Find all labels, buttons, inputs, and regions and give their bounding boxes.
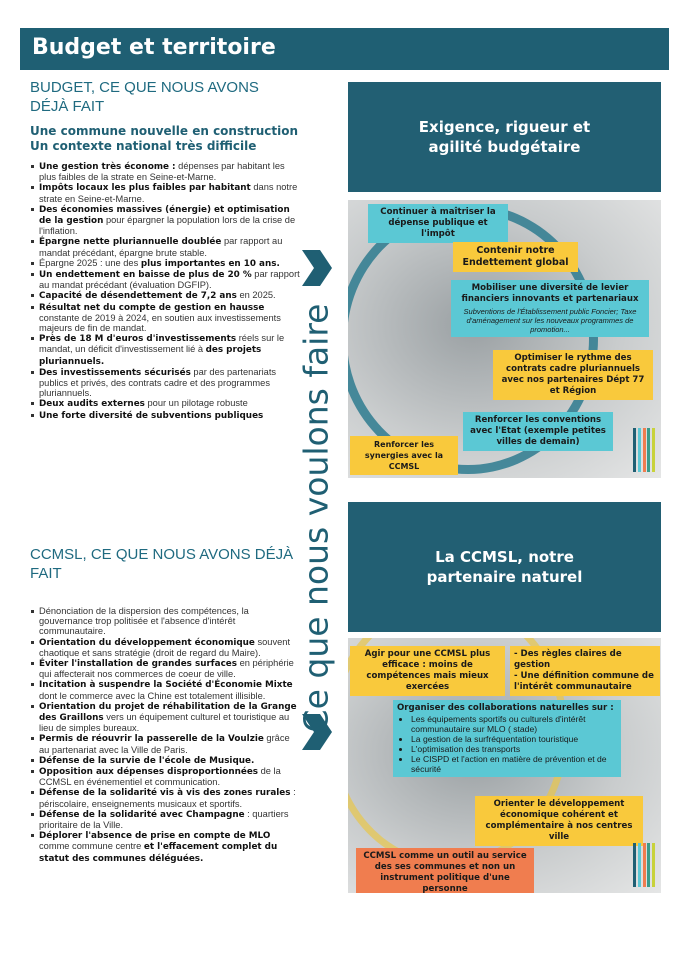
item-text: souvent chaotique et sans stratégie (droit de regard du Maire).: [39, 636, 291, 658]
goal-regles-1: - Des règles claires de gestion: [514, 649, 622, 670]
item-text: par rapport au mandat précédant (évaluation DGFIP).: [39, 269, 300, 291]
item-bold-text: Des investissements sécurisés: [39, 367, 191, 378]
collaboration-item: • L'optimisation des transports: [411, 744, 617, 754]
collaborations-list: [397, 714, 617, 774]
goal-leviers-note: Subventions de l'Établissement public Foncier; Taxe d'aménagement sur les nouveaux programmes de promotion...: [463, 307, 637, 334]
list-item: [30, 606, 300, 637]
goal-depense: Continuer à maîtriser la dépense publique et l'impôt: [368, 204, 508, 243]
item-bold-text: Impôts locaux les plus faibles par habitant: [39, 183, 251, 194]
item-text: de la CCMSL en événementiel et communication.: [39, 766, 281, 788]
goal-collaborations-label: Organiser des collaborations naturelles sur :: [397, 703, 614, 713]
item-bold-text: Opposition aux dépenses disproportionnées: [39, 767, 259, 778]
item-bold-text: Résultat net du compte de gestion en hausse: [39, 302, 265, 313]
item-bold-text: Orientation du développement économique: [39, 637, 255, 648]
item-bold-text: des projets pluriannuels.: [39, 345, 262, 367]
item-bold-text: Des économies massives (énergie) et optimisation de la gestion: [39, 204, 290, 227]
list-item: [30, 733, 300, 754]
list-item: [30, 766, 300, 787]
panel1-title: Exigence, rigueur et agilité budgétaire: [348, 82, 661, 192]
item-text: par rapport au mandat précédant, épargne brute stable.: [39, 236, 283, 258]
item-text: par des partenariats publics et privés, des contrats cadre et des programmes pluriannuels.: [39, 366, 277, 399]
item-text: en périphérie qui affecterait nos commerces de coeur de ville.: [39, 658, 294, 680]
item-bold-text: Éviter l'installation de grandes surfaces: [39, 659, 237, 670]
goal-conventions: Renforcer les conventions avec l'Etat (exemple petites villes de demain): [463, 412, 613, 451]
logo-stripes: [633, 843, 655, 887]
item-text: dans notre strate en Seine-et-Marne.: [39, 182, 298, 204]
item-text: dépenses par habitant les plus faibles de la strate en Seine-et-Marne.: [39, 161, 285, 183]
list-item: [30, 161, 300, 182]
item-bold-text: Épargne nette pluriannuelle doublée: [39, 237, 222, 248]
item-text: Épargne 2025 : une des: [39, 257, 141, 268]
list-item: [30, 830, 300, 864]
logo-stripes: [633, 428, 655, 472]
list-item: [30, 333, 300, 367]
list-item: [30, 410, 300, 421]
item-text: grâce au partenariat avec la Ville de Paris.: [39, 733, 290, 755]
ccmsl-heading: CCMSL, CE QUE NOUS AVONS DÉJÀ FAIT: [30, 546, 294, 582]
vertical-title: Ce que nous voulons faire: [296, 303, 336, 733]
goal-leviers: [451, 280, 649, 337]
collaboration-item: • Le CISPD et l'action en matière de prévention et de sécurité: [411, 754, 617, 774]
goal-leviers-label: Mobiliser une diversité de levier financiers innovants et partenariaux: [461, 283, 639, 304]
goal-collaborations: [393, 700, 621, 777]
item-text: réels sur le mandat, un déficit d'investissement lié à: [39, 333, 285, 355]
list-item: [30, 637, 300, 658]
item-text: constante de 2019 à 2024, en soutien aux investissements majeurs de fin de mandat.: [39, 312, 281, 334]
panel2-image: [348, 638, 661, 893]
list-item: [30, 755, 300, 766]
item-bold-text: et l'effacement complet du statut des communes déléguées.: [39, 842, 278, 864]
item-bold-text: Capacité de désendettement de 7,2 ans: [39, 291, 237, 302]
budget-subheading: Une commune nouvelle en construction Un contexte national très difficile: [30, 124, 299, 153]
item-text: pour un pilotage robuste: [144, 398, 248, 409]
list-item: [30, 658, 300, 679]
goal-synergies: Renforcer les synergies avec la CCMSL: [350, 436, 458, 475]
goal-outil: CCMSL comme un outil au service des ses communes et non un instrument politique d'une personne: [356, 848, 534, 893]
list-item: [30, 398, 300, 409]
list-item: [30, 236, 300, 257]
item-bold-text: Incitation à suspendre la Société d'Économie Mixte: [39, 680, 293, 691]
page-header: Budget et territoire: [20, 28, 669, 70]
item-bold-text: Défense de la solidarité vis à vis des zones rurales: [39, 788, 291, 799]
item-text: comme commune centre: [39, 841, 144, 852]
list-item: [30, 290, 300, 301]
item-bold-text: Deux audits externes: [39, 399, 145, 410]
goal-contrats: Optimiser le rythme des contrats cadre pluriannuels avec nos partenaires Dépt 77 et Région: [493, 350, 653, 400]
goal-efficace: Agir pour une CCMSL plus efficace : moins de compétences mais mieux exercées: [350, 646, 505, 696]
item-bold-text: Un endettement en baisse de plus de 20 %: [39, 270, 252, 281]
list-item: [30, 809, 300, 830]
item-bold-text: plus importantes en 10 ans.: [140, 258, 280, 269]
list-item: [30, 302, 300, 334]
list-item: [30, 204, 300, 237]
goal-developpement: Orienter le développement économique cohérent et complémentaire à nos centres ville: [475, 796, 643, 846]
list-item: [30, 679, 300, 700]
list-item: [30, 701, 300, 734]
chevron-right-icon: [300, 248, 334, 288]
list-item: [30, 787, 300, 808]
item-text: dont le commerce avec la Chine est totalement illisible.: [39, 690, 266, 701]
item-text: : périscolaire, enseignements musicaux et sportifs.: [39, 787, 296, 809]
list-item: [30, 269, 300, 290]
goal-regles-2: - Une définition commune de l'intérêt communautaire: [514, 671, 654, 692]
list-item: [30, 367, 300, 399]
list-item: [30, 258, 300, 269]
list-item: [30, 182, 300, 203]
item-bold-text: Une forte diversité de subventions publiques: [39, 410, 264, 421]
item-bold-text: Déplorer l'absence de prise en compte de MLO: [39, 831, 271, 842]
budget-list: [30, 161, 300, 421]
item-bold-text: Défense de la survie de l'école de Musique.: [39, 755, 255, 766]
item-text: vers un équipement culturel et touristique au lieu de simples bureaux.: [39, 712, 290, 734]
item-text: : quartiers prioritaire de la Ville.: [39, 808, 289, 831]
item-bold-text: Défense de la solidarité avec Champagne: [39, 809, 245, 820]
goal-endettement: Contenir notre Endettement global: [453, 242, 578, 272]
panel2-title: La CCMSL, notre partenaire naturel: [348, 502, 661, 632]
panel1-image: [348, 200, 661, 478]
item-text: pour épargner la population lors de la crise de l'inflation.: [39, 215, 296, 237]
item-bold-text: Une gestion très économe :: [39, 162, 176, 172]
item-bold-text: Orientation du projet de réhabilitation de la Grange des Graillons: [39, 701, 297, 724]
ccmsl-list: [30, 606, 300, 864]
item-text: en 2025.: [236, 290, 276, 301]
item-bold-text: Permis de réouvrir la passerelle de la Voulzie: [39, 734, 264, 745]
collaboration-item: • Les équipements sportifs ou culturels d'intérêt communautaire sur MLO ( stade): [411, 714, 617, 734]
item-bold-text: Près de 18 M d'euros d'investissements: [39, 334, 237, 345]
collaboration-item: • La gestion de la surfréquentation touristique: [411, 734, 617, 744]
budget-heading: BUDGET, CE QUE NOUS AVONS DÉJÀ FAIT: [30, 79, 259, 115]
item-text: Dénonciation de la dispersion des compétences, la gouvernance trop politisée et l'absence d'intérêt communautaire.: [39, 606, 249, 637]
goal-regles: [510, 646, 660, 696]
